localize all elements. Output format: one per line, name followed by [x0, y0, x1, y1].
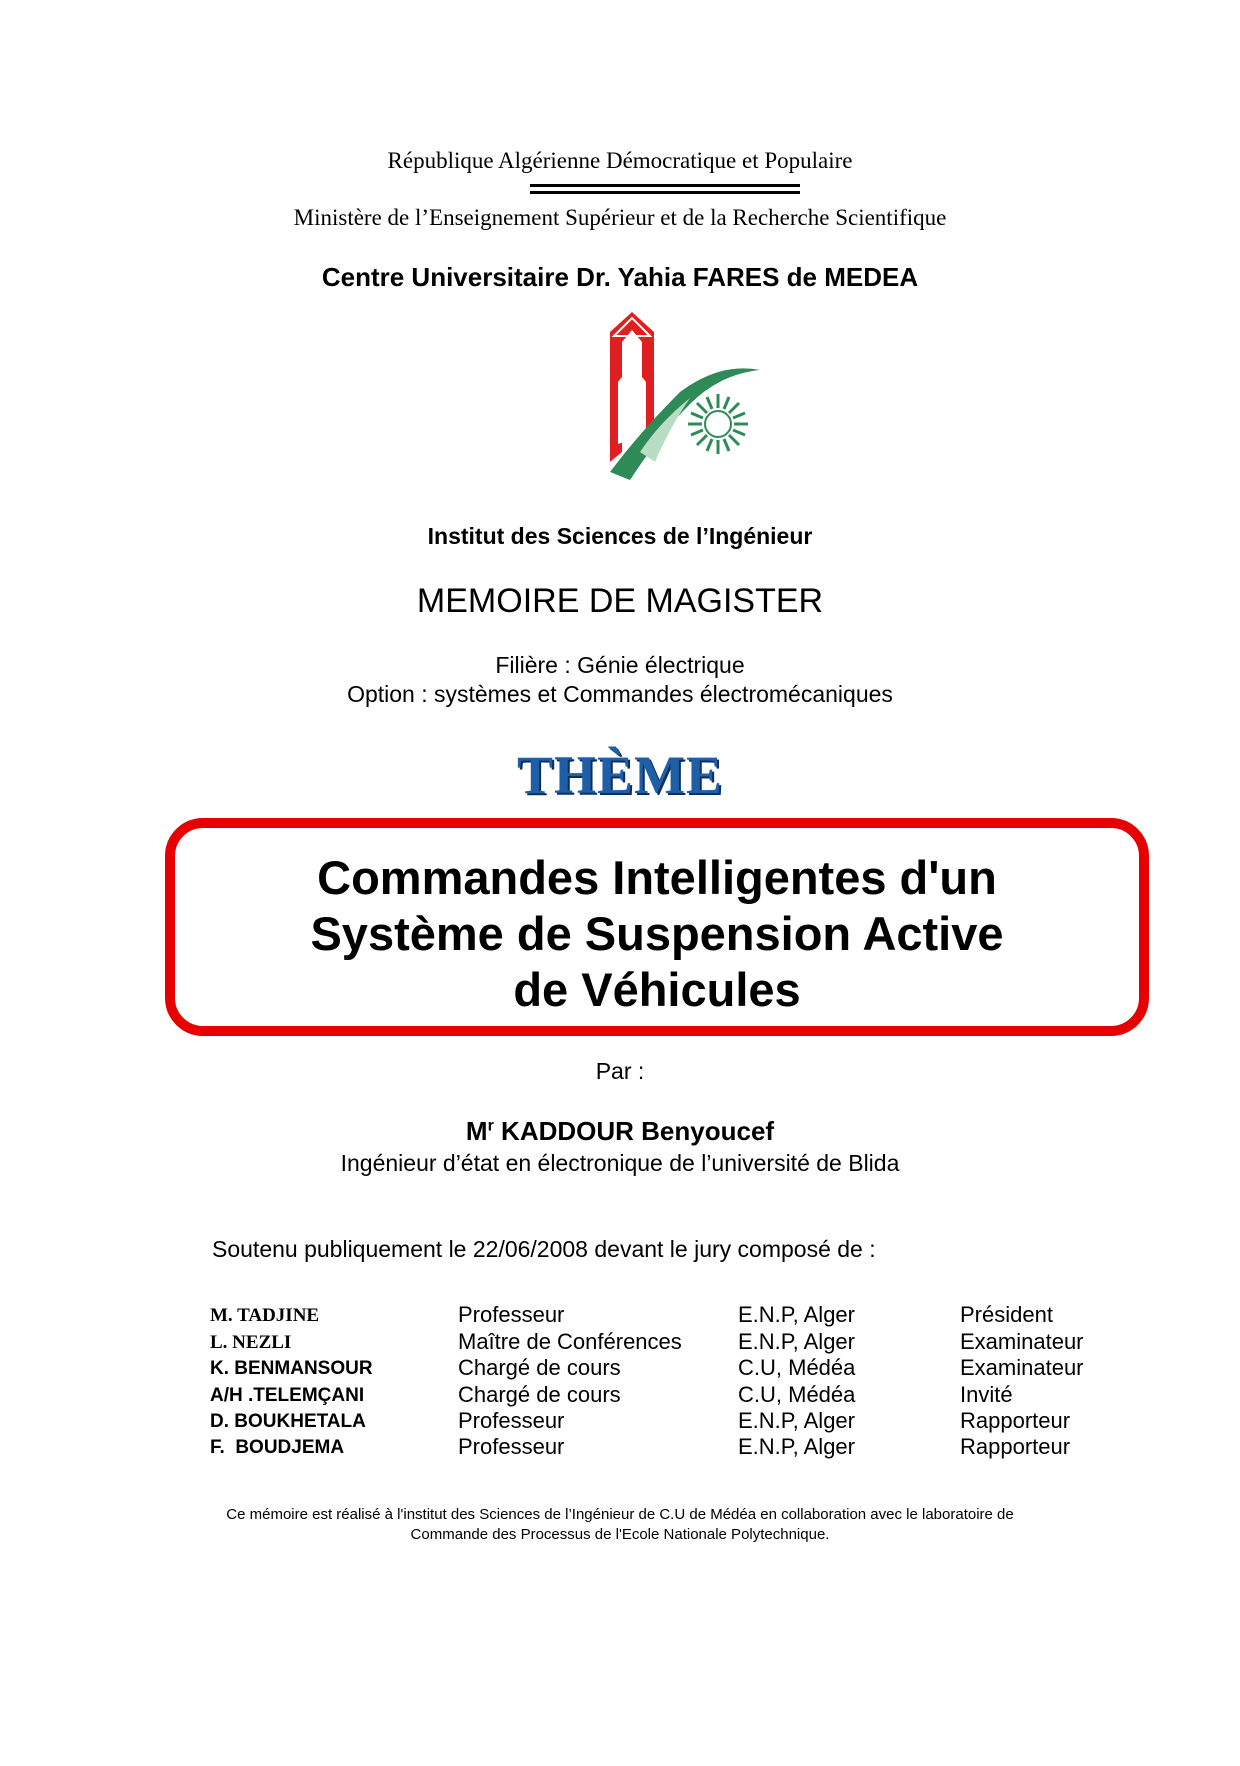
table-row [0, 1329, 1240, 1355]
table-row [0, 1408, 1240, 1434]
jury-title: Professeur [458, 1302, 565, 1327]
divider-rule [530, 184, 800, 187]
author-name [0, 1116, 1240, 1147]
author-full-name: KADDOUR Benyoucef [501, 1116, 775, 1146]
jury-role: Examinateur [960, 1329, 1084, 1354]
institute-name: Institut des Sciences de l’Ingénieur [427, 523, 813, 549]
author-prefix-sup: r [487, 1117, 494, 1135]
table-row [0, 1382, 1240, 1408]
jury-name: L. NEZLI [210, 1332, 292, 1353]
thesis-title-line: Commandes Intelligentes d'un [317, 851, 997, 904]
author-prefix: M [465, 1116, 488, 1146]
jury-name: F. BOUDJEMA [210, 1437, 345, 1458]
table-row [0, 1434, 1240, 1460]
thesis-title-line: Système de Suspension Active [310, 907, 1004, 960]
jury-role: Rapporteur [960, 1434, 1071, 1459]
option: Option : systèmes et Commandes électromécaniques [347, 681, 893, 707]
ministry-name: Ministère de l’Enseignement Supérieur et de la Recherche Scientifique [293, 205, 947, 230]
thesis-type: MEMOIRE DE MAGISTER [416, 582, 824, 620]
republic-name: République Algérienne Démocratique et Populaire [387, 148, 853, 173]
jury-institution: C.U, Médéa [738, 1355, 856, 1380]
jury-institution: C.U, Médéa [738, 1382, 856, 1407]
jury-institution: E.N.P, Alger [738, 1434, 855, 1459]
jury-institution: E.N.P, Alger [738, 1408, 855, 1433]
jury-name: M. TADJINE [210, 1305, 320, 1326]
jury-name: A/H .TELEMÇANI [210, 1385, 365, 1406]
author-credential: Ingénieur d’état en électronique de l’université de Blida [340, 1150, 900, 1176]
jury-title: Professeur [458, 1408, 565, 1433]
jury-role: Président [960, 1302, 1053, 1327]
footnote: Commande des Processus de l'Ecole Nationale Polytechnique. [410, 1526, 830, 1543]
jury-institution: E.N.P, Alger [738, 1302, 855, 1327]
jury-name: K. BENMANSOUR [210, 1358, 373, 1379]
jury-title: Chargé de cours [458, 1382, 621, 1407]
by-label: Par : [595, 1058, 645, 1084]
thesis-title-line: de Véhicules [513, 963, 801, 1016]
jury-title: Maître de Conférences [458, 1329, 682, 1354]
jury-role: Rapporteur [960, 1408, 1071, 1433]
theme-heading: THÈME [516, 745, 724, 805]
footnote: Ce mémoire est réalisé à l'institut des Sciences de l’Ingénieur de C.U de Médéa en collaboration avec le laboratoire de [226, 1506, 1014, 1523]
jury-role: Examinateur [960, 1355, 1084, 1380]
jury-title: Chargé de cours [458, 1355, 621, 1380]
university-name: Centre Universitaire Dr. Yahia FARES de MEDEA [321, 262, 919, 292]
jury-name: D. BOUKHETALA [210, 1411, 366, 1432]
table-row [0, 1355, 1240, 1381]
thesis-title-box [165, 818, 1149, 1036]
jury-institution: E.N.P, Alger [738, 1329, 855, 1354]
filiere: Filière : Génie électrique [495, 652, 745, 678]
jury-title: Professeur [458, 1434, 565, 1459]
divider-rule [530, 191, 800, 194]
jury-role: Invité [960, 1382, 1013, 1407]
table-row [0, 1302, 1240, 1328]
defense-statement: Soutenu publiquement le 22/06/2008 devant le jury composé de : [212, 1236, 876, 1262]
university-logo-icon [600, 312, 770, 484]
